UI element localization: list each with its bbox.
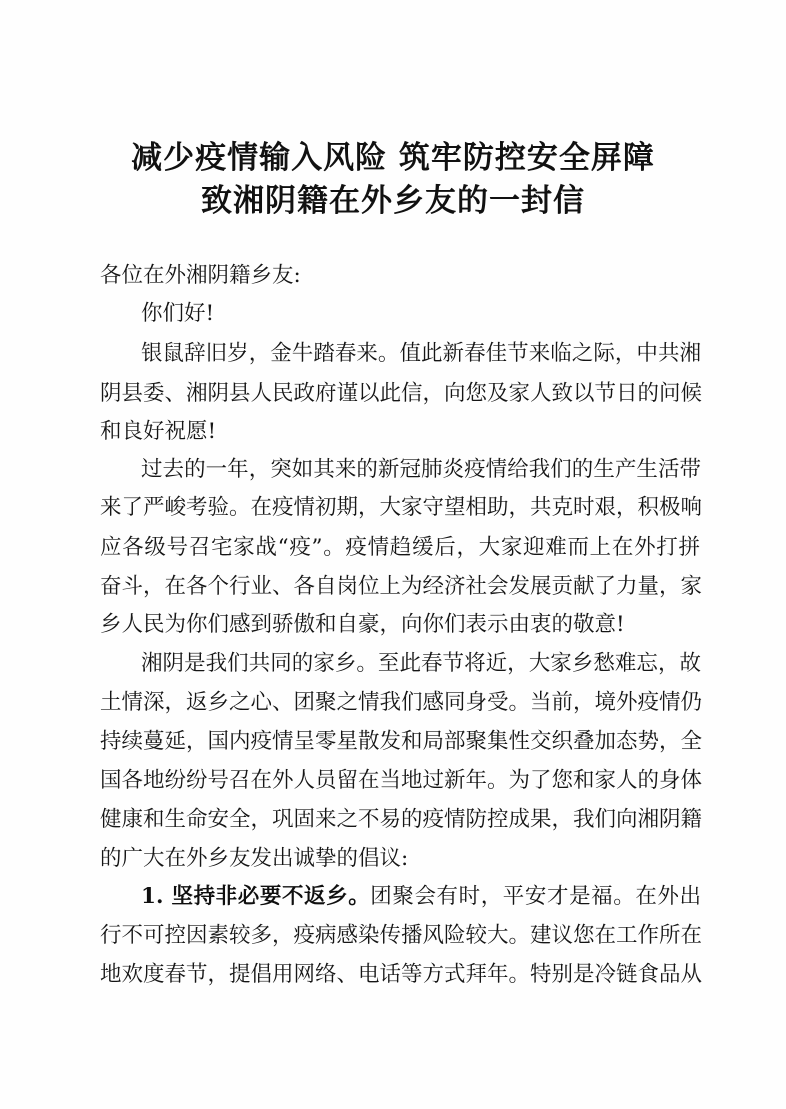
paragraph-3-line-3: 持续蔓延，国内疫情呈零星散发和局部聚集性交织叠加态势，全	[100, 729, 703, 754]
title-line-2: 致湘阴籍在外乡友的一封信	[201, 183, 585, 219]
paragraph-3-line-1: 湘阴是我们共同的家乡。至此春节将近，大家乡愁难忘，故	[141, 651, 701, 676]
paragraph-2-line-1: 过去的一年，突如其来的新冠肺炎疫情给我们的生产生活带	[141, 457, 701, 482]
paragraph-3-line-6: 的广大在外乡友发出诚挚的倡议:	[100, 846, 409, 871]
item-1-line-2: 行不可控因素较多，疫病感染传播风险较大。建议您在工作所在	[100, 923, 703, 948]
item-1-heading: 1. 坚持非必要不返乡。	[141, 884, 371, 909]
paragraph-2-line-5: 乡人民为你们感到骄傲和自豪，向你们表示由衷的敬意!	[100, 612, 625, 637]
greeting: 你们好!	[141, 301, 215, 326]
paragraph-1-line-1: 银鼠辞旧岁，金牛踏春来。值此新春佳节来临之际，中共湘	[141, 341, 701, 366]
paragraph-3-line-5: 健康和生命安全，巩固来之不易的疫情防控成果，我们向湘阴籍	[100, 807, 703, 832]
salutation: 各位在外湘阴籍乡友:	[100, 263, 301, 288]
item-1-line-3: 地欢度春节，提倡用网络、电话等方式拜年。特别是冷链食品从	[100, 962, 703, 987]
title-line-1: 减少疫情输入风险 筑牢防控安全屏障	[131, 140, 655, 176]
paragraph-1-line-2: 阴县委、湘阴县人民政府谨以此信，向您及家人致以节日的问候	[100, 381, 703, 406]
paragraph-2-line-4: 奋斗，在各个行业、各自岗位上为经济社会发展贡献了力量，家	[100, 574, 703, 599]
item-1-first-line-rest: 团聚会有时，平安才是福。在外出	[370, 884, 701, 909]
paragraph-1-line-3: 和良好祝愿!	[100, 419, 217, 444]
paragraph-2-line-2: 来了严峻考验。在疫情初期，大家守望相助，共克时艰，积极响	[100, 495, 703, 520]
paragraph-3-line-4: 国各地纷纷号召在外人员留在当地过新年。为了您和家人的身体	[100, 768, 703, 793]
item-1-line-1	[141, 882, 701, 912]
paragraph-2-line-3: 应各级号召宅家战“疫”。疫情趋缓后，大家迎难而上在外打拼	[100, 535, 700, 560]
paragraph-3-line-2: 土情深，返乡之心、团聚之情我们感同身受。当前，境外疫情仍	[100, 690, 703, 715]
